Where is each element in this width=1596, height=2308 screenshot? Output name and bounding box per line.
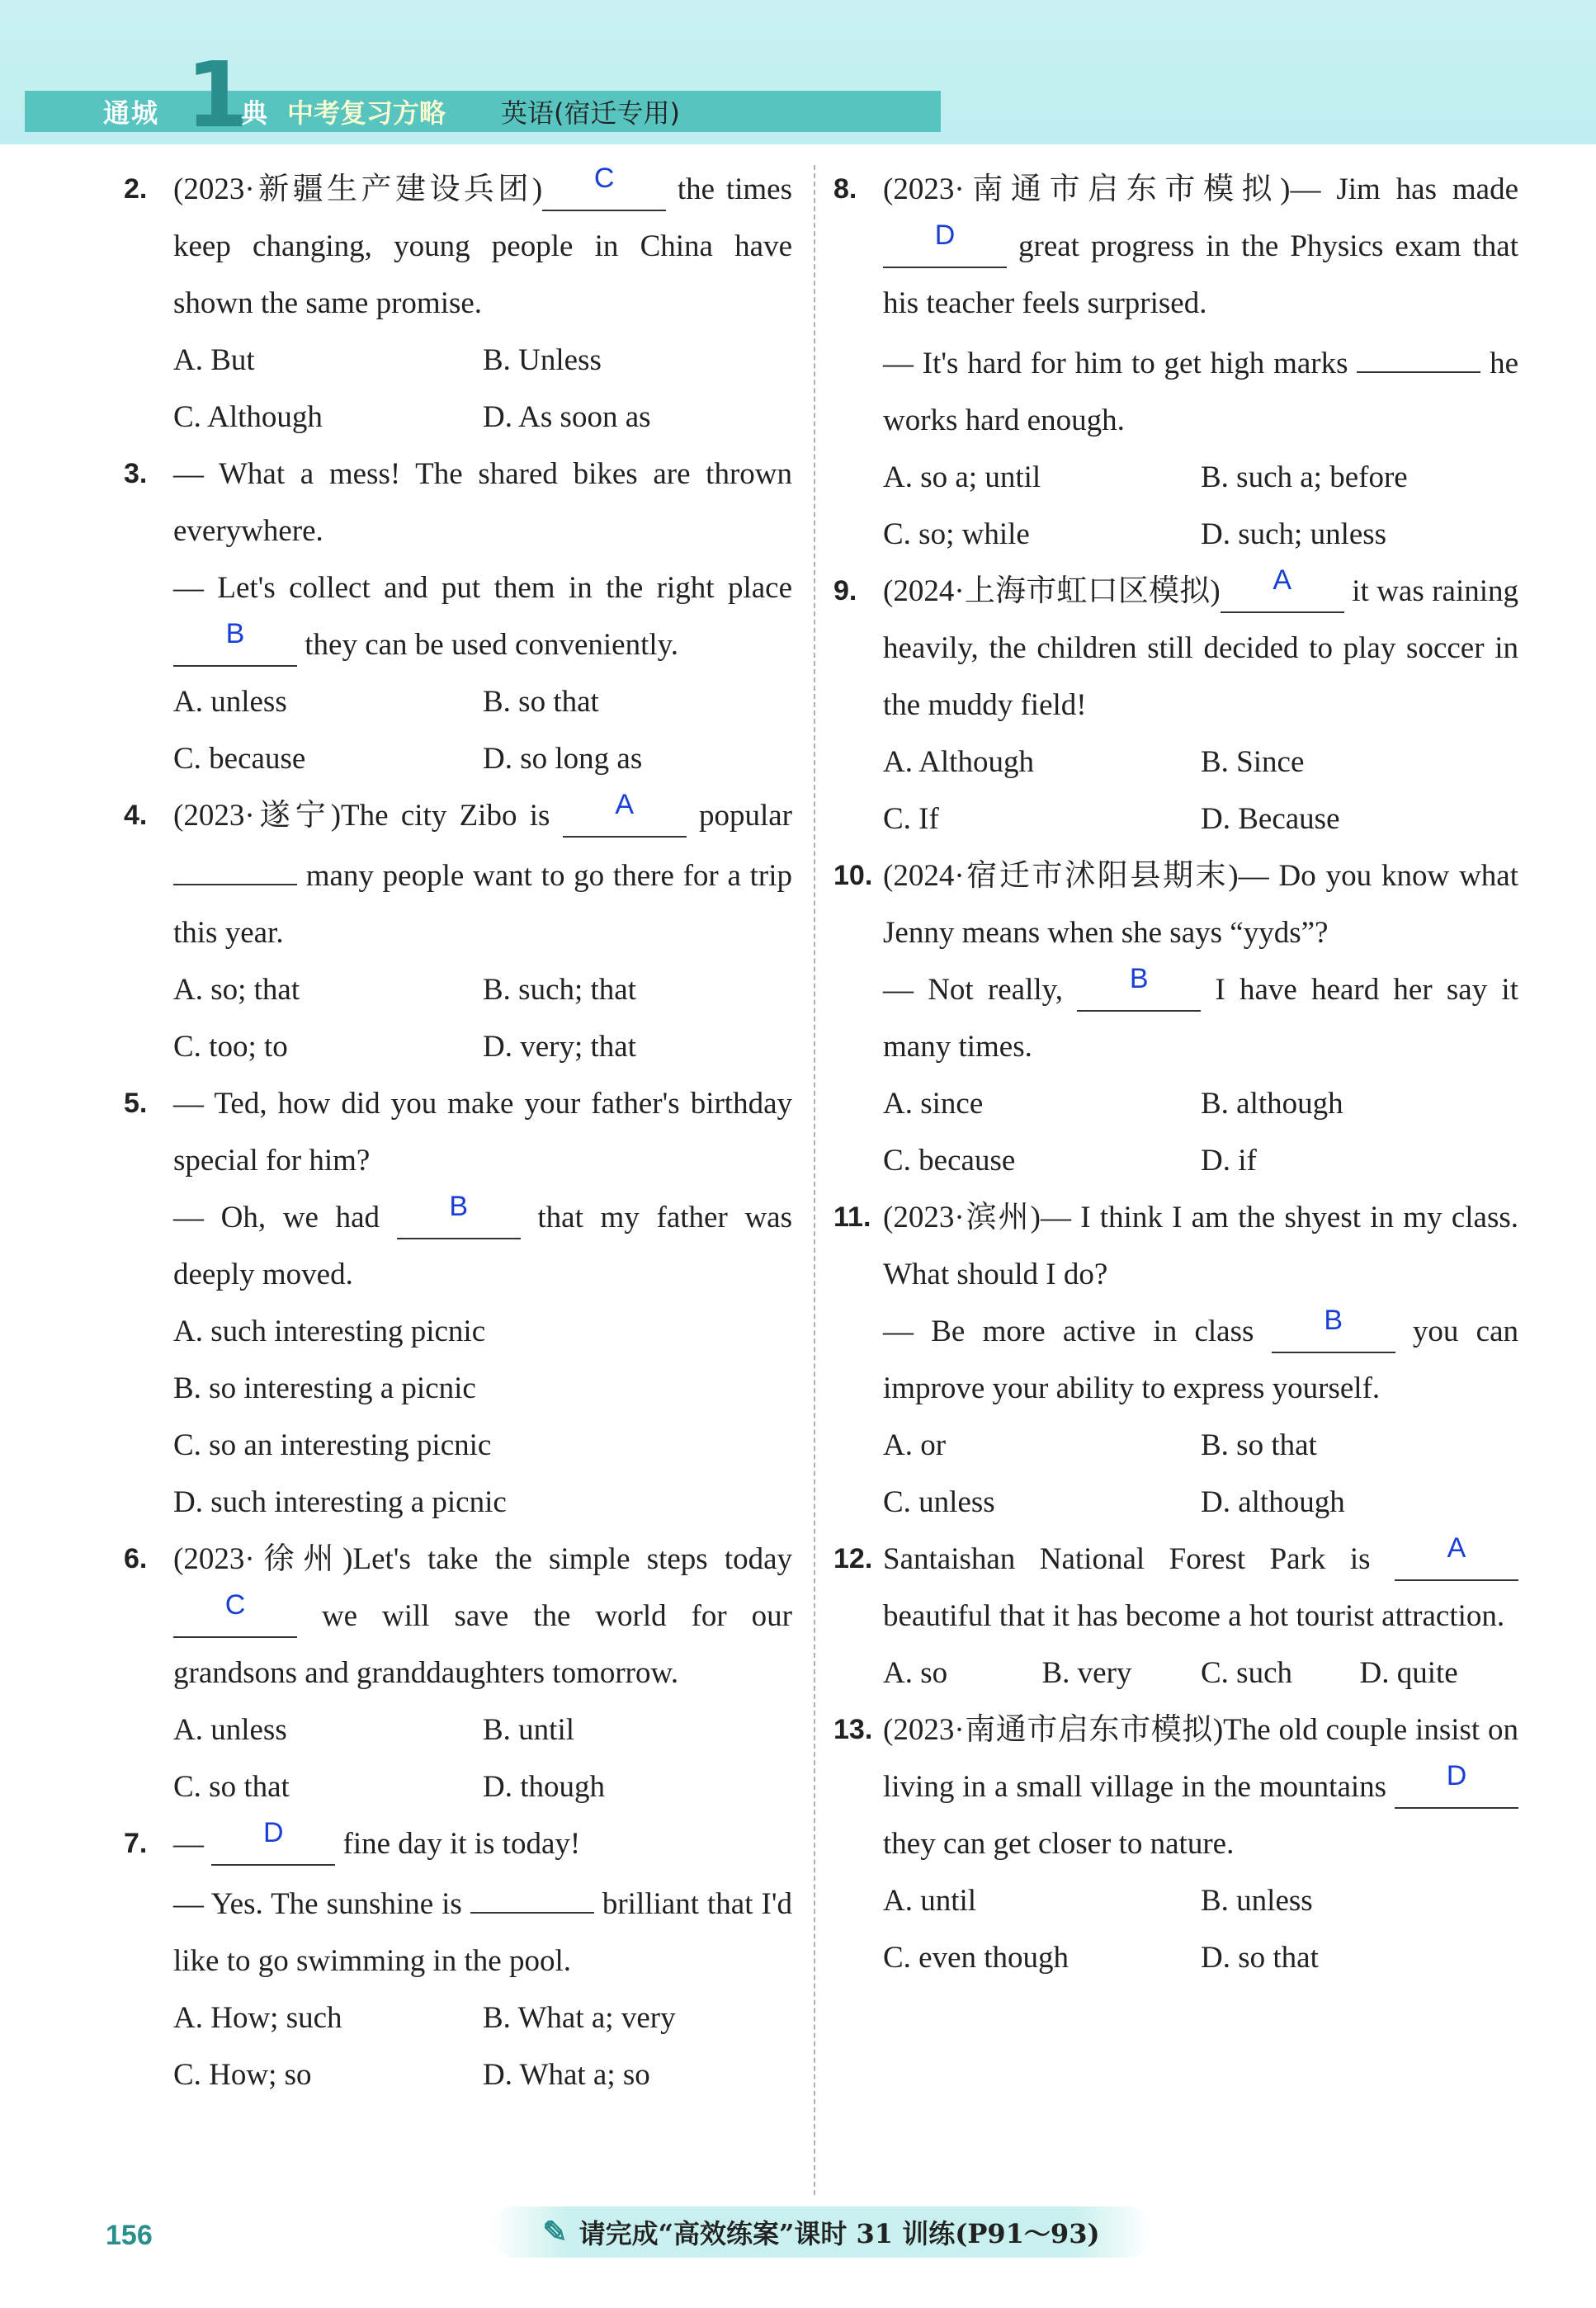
answer-blank[interactable] xyxy=(1395,1532,1518,1581)
question-body: they can get closer to nature. xyxy=(883,1827,1235,1861)
question-body: (2023·南通市启东市模拟)The old couple insist on living in a small village in the mountains xyxy=(883,1713,1518,1804)
option-d[interactable]: D. very; that xyxy=(483,1030,636,1064)
pencil-icon: ✎ xyxy=(542,2215,568,2249)
question-8 xyxy=(833,161,1518,563)
options xyxy=(883,449,1518,563)
option-b[interactable]: B. so interesting a picnic xyxy=(173,1371,476,1405)
answer-blank-2[interactable] xyxy=(1357,332,1480,373)
question-body: it was raining heavily, the children still decided to play soccer in the muddy field! xyxy=(883,574,1519,722)
option-a[interactable]: A. How; such xyxy=(173,2001,342,2035)
option-c[interactable]: C. If xyxy=(883,802,939,836)
question-text xyxy=(173,787,792,961)
option-c[interactable]: C. because xyxy=(173,742,306,776)
option-b[interactable]: B. such; that xyxy=(483,973,637,1007)
options xyxy=(883,1645,1518,1702)
options xyxy=(173,1702,792,1815)
question-line: — Ted, how did you make your father's birthday special for him? xyxy=(173,1087,792,1178)
series-title: 中考复习方略 xyxy=(287,97,446,129)
answer-blank[interactable] xyxy=(173,618,297,667)
option-a[interactable]: A. so xyxy=(883,1656,948,1690)
question-body: — Yes. The sunshine is xyxy=(173,1887,462,1921)
option-d[interactable]: D. although xyxy=(1201,1485,1345,1519)
question-text xyxy=(883,1702,1518,1872)
answer-text: A xyxy=(1273,564,1292,596)
question-body: (2023·遂宁)The city Zibo is xyxy=(173,799,550,833)
question-body: Santaishan National Forest Park is xyxy=(883,1542,1371,1576)
question-10 xyxy=(833,847,1518,1189)
answer-text: D xyxy=(934,219,956,251)
options xyxy=(883,1417,1518,1531)
subject-title: 英语(宿迁专用) xyxy=(501,97,680,129)
question-body: great progress in the Physics exam that his teacher feels surprised. xyxy=(883,229,1519,320)
question-body: fine day it is today! xyxy=(342,1827,581,1861)
option-d[interactable]: D. As soon as xyxy=(483,400,651,434)
option-c[interactable]: C. unless xyxy=(883,1485,995,1519)
option-a[interactable]: A. since xyxy=(883,1087,984,1121)
option-b[interactable]: B. so that xyxy=(483,685,599,719)
options xyxy=(173,673,792,787)
footer-banner xyxy=(491,2207,1151,2258)
option-c[interactable]: C. because xyxy=(883,1144,1016,1178)
option-d[interactable]: D. so that xyxy=(1201,1941,1319,1975)
question-body: — Let's collect and put them in the right place xyxy=(173,571,792,605)
answer-text: B xyxy=(225,618,245,649)
question-text xyxy=(173,161,792,332)
question-body: — Oh, we had xyxy=(173,1201,380,1234)
option-d[interactable]: D. What a; so xyxy=(483,2058,650,2092)
option-b[interactable]: B. What a; very xyxy=(483,2001,676,2035)
option-b[interactable]: B. unless xyxy=(1201,1884,1313,1918)
option-a[interactable]: A. But xyxy=(173,343,255,377)
question-body: popular xyxy=(698,799,793,833)
question-number: 10. xyxy=(833,860,873,891)
question-body: he works hard enough. xyxy=(883,347,1519,437)
option-b[interactable]: B. Since xyxy=(1201,745,1305,779)
question-text xyxy=(173,1815,792,1989)
options xyxy=(173,961,792,1075)
option-c[interactable]: C. How; so xyxy=(173,2058,312,2092)
question-line: — What a mess! The shared bikes are thrown everywhere. xyxy=(173,457,792,548)
question-3 xyxy=(124,446,792,787)
question-body: — xyxy=(173,1827,204,1861)
options xyxy=(173,1989,792,2103)
brand-name: 通城 xyxy=(103,97,160,129)
page-number: 156 xyxy=(106,2220,153,2251)
option-a[interactable]: A. so; that xyxy=(173,973,300,1007)
footer-banner-text: 请完成“高效练案”课时 31 训练(P91～93) xyxy=(578,2218,1100,2249)
answer-blank-2[interactable] xyxy=(173,844,297,885)
question-body: (2023·徐州)Let's take the simple steps today xyxy=(173,1542,792,1576)
question-number: 11. xyxy=(833,1201,871,1233)
answer-blank[interactable] xyxy=(1221,564,1344,613)
header-bar xyxy=(25,91,941,132)
option-a[interactable]: A. so a; until xyxy=(883,460,1041,494)
answer-blank[interactable] xyxy=(1272,1305,1395,1353)
question-body: — Be more active in class xyxy=(883,1314,1254,1348)
question-2 xyxy=(124,161,792,446)
option-d[interactable]: D. though xyxy=(483,1770,605,1804)
options xyxy=(883,1075,1518,1189)
option-d[interactable]: D. if xyxy=(1201,1144,1257,1178)
brand-logo-number: 1 xyxy=(186,42,249,148)
question-4 xyxy=(124,787,792,1075)
question-7 xyxy=(124,1815,792,2103)
option-c[interactable]: C. Although xyxy=(173,400,323,434)
option-b[interactable]: B. Unless xyxy=(483,343,602,377)
question-6 xyxy=(124,1531,792,1815)
question-source: (2023·新疆生产建设兵团) xyxy=(173,172,543,206)
question-number: 4. xyxy=(124,800,148,831)
page-header xyxy=(0,0,1596,148)
question-number: 12. xyxy=(833,1543,873,1574)
question-body: brilliant that I'd like to go swimming in the pool. xyxy=(173,1887,792,1978)
answer-text: C xyxy=(224,1589,246,1621)
question-body: I have heard her say it many times. xyxy=(883,973,1518,1064)
options xyxy=(883,734,1518,847)
option-b[interactable]: B. until xyxy=(483,1713,575,1747)
answer-blank-2[interactable] xyxy=(470,1872,594,1914)
question-text xyxy=(883,1189,1518,1417)
question-13 xyxy=(833,1702,1518,1986)
answer-blank[interactable] xyxy=(1077,963,1201,1012)
option-c[interactable]: C. so that xyxy=(173,1770,290,1804)
answer-blank[interactable] xyxy=(211,1817,335,1866)
question-text xyxy=(883,847,1518,1075)
answer-text: A xyxy=(615,789,635,820)
question-body: we will save the world for our grandsons and granddaughters tomorrow. xyxy=(173,1599,792,1690)
question-body: you can improve your ability to express yourself. xyxy=(883,1314,1518,1405)
option-c[interactable]: C. even though xyxy=(883,1941,1070,1975)
options xyxy=(173,1303,792,1531)
question-body: the times keep changing, young people in China have shown the same promise. xyxy=(173,172,792,320)
question-text xyxy=(173,1531,792,1702)
answer-blank[interactable] xyxy=(542,163,666,211)
question-11 xyxy=(833,1189,1518,1531)
question-5 xyxy=(124,1075,792,1531)
question-text xyxy=(173,446,792,673)
answer-blank[interactable] xyxy=(883,219,1007,268)
option-a[interactable]: A. such interesting picnic xyxy=(173,1314,486,1348)
question-text xyxy=(173,1075,792,1303)
option-d[interactable]: D. such; unless xyxy=(1201,517,1387,551)
option-a[interactable]: A. or xyxy=(883,1428,947,1462)
answer-blank[interactable] xyxy=(397,1191,521,1239)
option-d[interactable]: D. Because xyxy=(1201,802,1340,836)
question-number: 2. xyxy=(124,173,148,205)
question-line: (2023·滨州)— I think I am the shyest in my class. What should I do? xyxy=(883,1201,1518,1291)
options xyxy=(883,1872,1518,1986)
left-column xyxy=(124,161,792,2103)
answer-text: D xyxy=(1446,1760,1467,1791)
option-a[interactable]: A. unless xyxy=(173,685,287,719)
right-column xyxy=(833,161,1518,1986)
question-body: (2023·南通市启东市模拟)— Jim has made xyxy=(883,172,1518,206)
answer-blank[interactable] xyxy=(1395,1760,1518,1809)
option-a[interactable]: A. unless xyxy=(173,1713,287,1747)
question-body: — It's hard for him to get high marks xyxy=(883,347,1348,380)
options xyxy=(173,332,792,446)
option-b[interactable]: B. although xyxy=(1201,1087,1343,1121)
question-source: (2024·上海市虹口区模拟) xyxy=(883,574,1221,608)
answer-text: B xyxy=(449,1191,469,1222)
question-body: that my father was deeply moved. xyxy=(173,1201,792,1291)
question-number: 5. xyxy=(124,1088,148,1119)
question-text xyxy=(883,161,1518,449)
option-c[interactable]: C. such xyxy=(1201,1656,1292,1690)
option-b[interactable]: B. such a; before xyxy=(1201,460,1408,494)
question-line: (2024·宿迁市沭阳县期末)— Do you know what Jenny means when she says “yyds”? xyxy=(883,859,1518,950)
question-12 xyxy=(833,1531,1518,1702)
option-a[interactable]: A. Although xyxy=(883,745,1034,779)
question-body: — Not really, xyxy=(883,973,1064,1007)
answer-blank[interactable] xyxy=(563,789,687,838)
question-number: 8. xyxy=(833,173,857,205)
answer-text: D xyxy=(262,1817,284,1848)
option-a[interactable]: A. until xyxy=(883,1884,977,1918)
question-number: 6. xyxy=(124,1543,148,1574)
question-body: beautiful that it has become a hot tourist attraction. xyxy=(883,1599,1505,1633)
question-number: 13. xyxy=(833,1714,873,1745)
option-b[interactable]: B. very xyxy=(1041,1656,1132,1690)
question-text xyxy=(883,563,1518,734)
answer-text: A xyxy=(1447,1532,1466,1564)
option-c[interactable]: C. too; to xyxy=(173,1030,288,1064)
question-number: 3. xyxy=(124,458,148,489)
question-body: many people want to go there for a trip this year. xyxy=(173,859,793,950)
brand-name-suffix: 典 xyxy=(241,97,268,129)
answer-blank[interactable] xyxy=(173,1589,297,1638)
answer-text: C xyxy=(593,163,615,194)
answer-text: B xyxy=(1324,1305,1343,1336)
option-b[interactable]: B. so that xyxy=(1201,1428,1317,1462)
answer-text: B xyxy=(1129,963,1149,994)
option-d[interactable]: D. so long as xyxy=(483,742,643,776)
question-text xyxy=(883,1531,1518,1645)
question-9 xyxy=(833,563,1518,847)
option-d[interactable]: D. quite xyxy=(1359,1656,1458,1690)
option-c[interactable]: C. so; while xyxy=(883,517,1030,551)
column-divider xyxy=(814,165,815,2195)
option-d[interactable]: D. such interesting a picnic xyxy=(173,1485,507,1519)
question-number: 9. xyxy=(833,575,857,606)
option-c[interactable]: C. so an interesting picnic xyxy=(173,1428,492,1462)
question-body: they can be used conveniently. xyxy=(305,628,678,662)
question-number: 7. xyxy=(124,1828,148,1859)
